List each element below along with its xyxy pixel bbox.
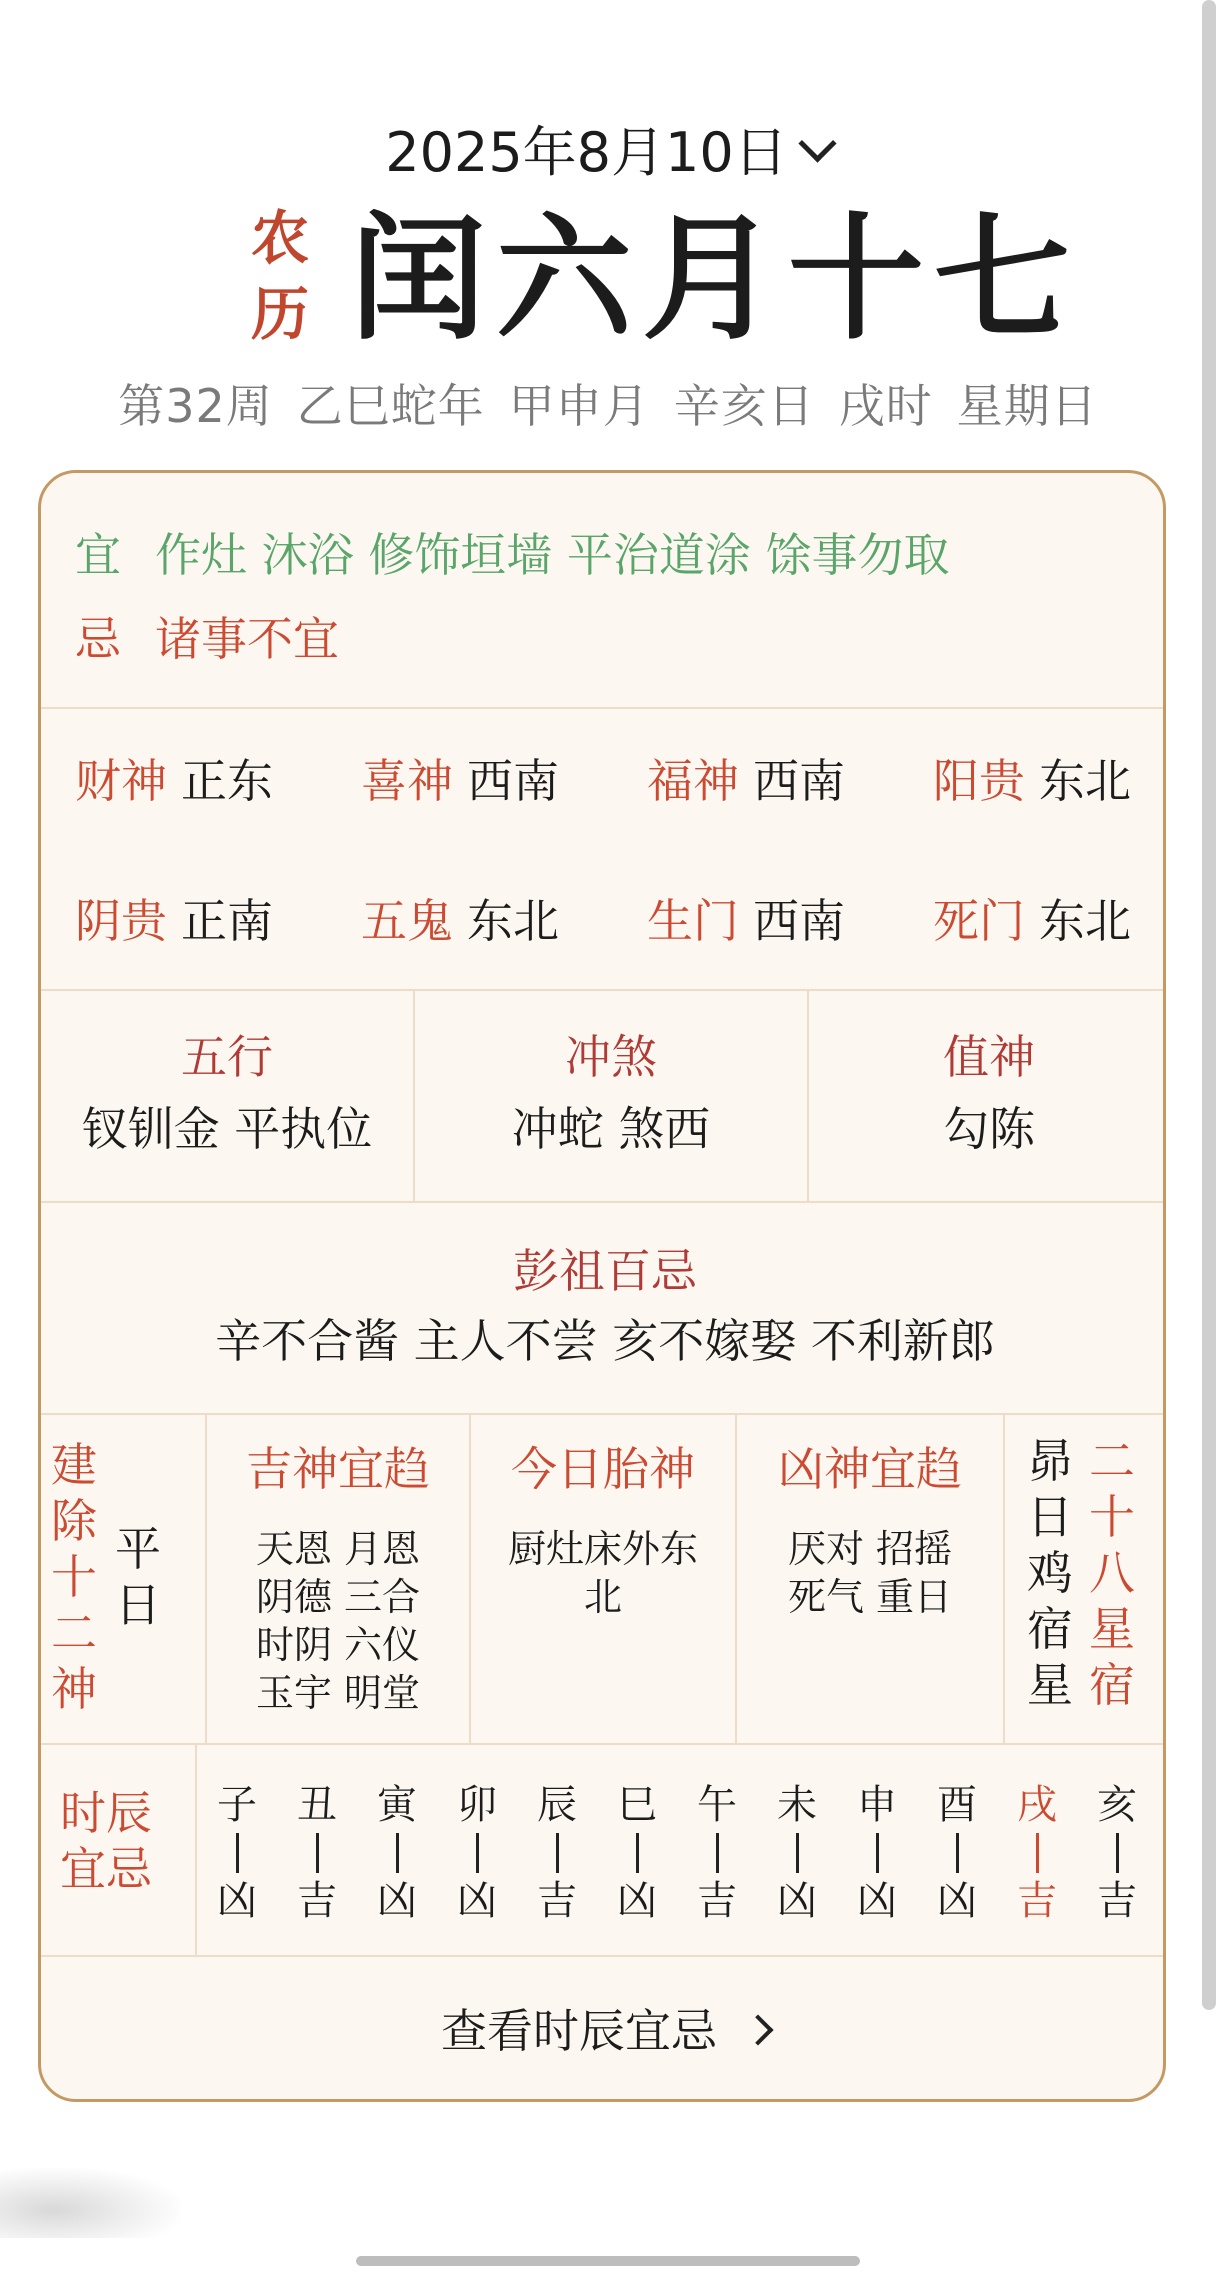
lunar-date: 闰六月十七 <box>350 201 1080 359</box>
hour-branch: 酉 <box>937 1782 977 1828</box>
view-hours-label: 查看时辰宜忌 <box>441 2004 717 2058</box>
jishen-cell <box>207 1415 469 1745</box>
xiongshen-body <box>737 1525 1003 1621</box>
jishen-line: 天恩 月恩 <box>255 1527 421 1571</box>
title-char: 二 <box>51 1606 97 1660</box>
xiongshen-line: 死气 重日 <box>787 1575 953 1619</box>
ganzhi-month: 甲申月 <box>508 379 650 433</box>
gods-directions <box>41 709 1166 991</box>
hour-luck: 吉 <box>537 1878 577 1924</box>
yi-line <box>75 525 950 585</box>
xiongshen-cell <box>737 1415 1003 1745</box>
god-item <box>75 751 273 811</box>
view-hours-button[interactable] <box>41 1957 1166 2102</box>
god-name: 喜神 <box>361 754 453 808</box>
god-item <box>647 751 845 811</box>
jianchu-cell <box>41 1415 205 1745</box>
title-char: 八 <box>1089 1546 1135 1600</box>
jishen-title: 吉神宜趋 <box>246 1442 430 1496</box>
week-number: 第32周 <box>118 379 273 433</box>
hour-bar <box>1116 1833 1119 1873</box>
hour-luck: 凶 <box>377 1878 417 1924</box>
hour-item[interactable] <box>687 1783 747 1923</box>
hour-luck: 吉 <box>297 1878 337 1924</box>
solar-date-picker[interactable] <box>0 118 1216 188</box>
title-char: 神 <box>51 1662 97 1716</box>
god-direction: 西南 <box>753 754 845 808</box>
hour-item[interactable] <box>927 1783 987 1923</box>
hour-item[interactable] <box>607 1783 667 1923</box>
wuxing-chongsha-zhishen <box>41 991 1166 1203</box>
god-item <box>361 751 559 811</box>
xiongshen-line: 厌对 招摇 <box>787 1527 953 1571</box>
value-char: 昴 <box>1027 1434 1073 1488</box>
pengzu-value: 辛不合酱 主人不尝 亥不嫁娶 不利新郎 <box>215 1314 995 1368</box>
hour-luck: 凶 <box>777 1878 817 1924</box>
value-char: 平 <box>115 1522 161 1576</box>
hour-item[interactable] <box>447 1783 507 1923</box>
ji-text: 诸事不宜 <box>155 612 339 666</box>
hour-luck: 凶 <box>457 1878 497 1924</box>
value-char: 日 <box>1027 1490 1073 1544</box>
hour-branch: 丑 <box>297 1782 337 1828</box>
hour-luck: 吉 <box>1017 1878 1057 1924</box>
hour-item-current[interactable] <box>1007 1783 1067 1923</box>
hour-bar <box>716 1833 719 1873</box>
ganzhi-day: 辛亥日 <box>673 379 815 433</box>
value-char: 宿 <box>1027 1602 1073 1656</box>
hour-branch: 亥 <box>1097 1782 1137 1828</box>
jishen-line: 玉宇 明堂 <box>255 1671 421 1715</box>
god-item <box>933 891 1131 951</box>
title-char: 宿 <box>1089 1658 1135 1712</box>
taishen-title: 今日胎神 <box>511 1442 695 1496</box>
value-char: 鸡 <box>1027 1546 1073 1600</box>
god-direction: 西南 <box>467 754 559 808</box>
divider <box>195 1745 197 1955</box>
god-name: 阴贵 <box>75 894 167 948</box>
lunar-tag <box>248 200 312 352</box>
god-item <box>75 891 273 951</box>
home-indicator[interactable] <box>356 2256 860 2266</box>
solar-date[interactable]: 2025年8月10日 <box>385 121 788 184</box>
jianchu-title <box>49 1437 99 1717</box>
hour-bar <box>956 1833 959 1873</box>
god-item <box>933 751 1131 811</box>
pengzu-title: 彭祖百忌 <box>513 1244 697 1298</box>
chongsha-title: 冲煞 <box>565 1030 657 1084</box>
god-direction: 正东 <box>181 754 273 808</box>
hour-branch: 戌 <box>1017 1782 1057 1828</box>
ji-label: 忌 <box>75 612 121 666</box>
value-char: 日 <box>115 1578 161 1632</box>
title-char: 星 <box>1089 1602 1135 1656</box>
jishen-line: 阴德 三合 <box>255 1575 421 1619</box>
hour-branch: 申 <box>857 1782 897 1828</box>
hour-bar <box>316 1833 319 1873</box>
title-char: 建 <box>51 1438 97 1492</box>
wuxing-cell <box>41 991 413 1203</box>
xiongshen-title: 凶神宜趋 <box>778 1442 962 1496</box>
god-name: 死门 <box>933 894 1025 948</box>
taishen-line: 厨灶床外东 <box>507 1527 698 1571</box>
ji-line <box>75 609 339 669</box>
taishen-body <box>471 1525 735 1621</box>
hour-branch: 辰 <box>537 1782 577 1828</box>
hour-luck: 凶 <box>217 1878 257 1924</box>
hours-title <box>51 1785 161 1897</box>
hour-branch: 巳 <box>617 1782 657 1828</box>
hour-branch: 寅 <box>377 1782 417 1828</box>
hour-bar <box>396 1833 399 1873</box>
zhishen-cell <box>809 991 1166 1203</box>
ganzhi-hour: 戌时 <box>838 379 933 433</box>
xiu-value <box>1025 1433 1075 1713</box>
chongsha-cell <box>415 991 807 1203</box>
god-item <box>361 891 559 951</box>
lunar-tag-char: 农 <box>250 204 309 272</box>
yi-label: 宜 <box>75 528 121 582</box>
hour-bar <box>636 1833 639 1873</box>
hour-branch: 未 <box>777 1782 817 1828</box>
ganzhi-info <box>0 370 1216 436</box>
god-direction: 东北 <box>1039 754 1131 808</box>
god-direction: 东北 <box>467 894 559 948</box>
yi-ji-section <box>41 473 1166 709</box>
hour-item[interactable] <box>847 1783 907 1923</box>
god-item <box>647 891 845 951</box>
god-name: 阳贵 <box>933 754 1025 808</box>
chevron-down-icon[interactable] <box>798 124 836 162</box>
lunar-tag-char: 历 <box>250 280 309 348</box>
hours-title-line: 宜忌 <box>60 1842 152 1896</box>
pengzu-section <box>41 1203 1166 1415</box>
god-direction: 东北 <box>1039 894 1131 948</box>
zhishen-value: 勾陈 <box>943 1102 1035 1156</box>
wuxing-value: 钗钏金 平执位 <box>81 1102 373 1156</box>
xiu-cell <box>1005 1415 1166 1745</box>
jishen-line: 时阴 六仪 <box>255 1623 421 1667</box>
hour-luck: 吉 <box>1097 1878 1137 1924</box>
taishen-line: 北 <box>583 1575 622 1619</box>
hour-luck: 凶 <box>857 1878 897 1924</box>
yi-text: 作灶 沐浴 修饰垣墙 平治道涂 馀事勿取 <box>155 528 950 582</box>
almanac-card <box>38 470 1166 2102</box>
wuxing-title: 五行 <box>181 1030 273 1084</box>
shen-section <box>41 1415 1166 1745</box>
hour-item[interactable] <box>1087 1783 1147 1923</box>
title-char: 除 <box>51 1494 97 1548</box>
hour-luck: 吉 <box>697 1878 737 1924</box>
god-direction: 正南 <box>181 894 273 948</box>
scrollbar[interactable] <box>1202 0 1216 2010</box>
hour-item[interactable] <box>287 1783 347 1923</box>
hour-luck: 凶 <box>937 1878 977 1924</box>
decorative-mist <box>0 2168 180 2238</box>
hour-branch: 午 <box>697 1782 737 1828</box>
hour-item[interactable] <box>767 1783 827 1923</box>
title-char: 二 <box>1089 1434 1135 1488</box>
hour-bar <box>556 1833 559 1873</box>
jianchu-value <box>113 1521 163 1633</box>
god-name: 福神 <box>647 754 739 808</box>
hours-title-line: 时辰 <box>60 1786 152 1840</box>
hour-item[interactable] <box>527 1783 587 1923</box>
taishen-cell <box>471 1415 735 1745</box>
hour-bar <box>876 1833 879 1873</box>
weekday: 星期日 <box>956 379 1098 433</box>
hour-item[interactable] <box>207 1783 267 1923</box>
hour-bar <box>796 1833 799 1873</box>
xiu-title <box>1087 1433 1137 1713</box>
ganzhi-year: 乙巳蛇年 <box>296 379 485 433</box>
hour-bar <box>1036 1833 1039 1873</box>
hour-bar <box>476 1833 479 1873</box>
hours-section <box>41 1745 1166 1957</box>
god-name: 五鬼 <box>361 894 453 948</box>
hour-item[interactable] <box>367 1783 427 1923</box>
hour-bar <box>236 1833 239 1873</box>
god-name: 生门 <box>647 894 739 948</box>
god-name: 财神 <box>75 754 167 808</box>
hour-luck: 凶 <box>617 1878 657 1924</box>
hour-branch: 卯 <box>457 1782 497 1828</box>
title-char: 十 <box>1089 1490 1135 1544</box>
title-char: 十 <box>51 1550 97 1604</box>
chongsha-value: 冲蛇 煞西 <box>511 1102 711 1156</box>
value-char: 星 <box>1027 1658 1073 1712</box>
zhishen-title: 值神 <box>943 1030 1035 1084</box>
chevron-right-icon <box>742 2014 773 2045</box>
god-direction: 西南 <box>753 894 845 948</box>
jishen-body <box>207 1525 469 1717</box>
hour-branch: 子 <box>217 1782 257 1828</box>
